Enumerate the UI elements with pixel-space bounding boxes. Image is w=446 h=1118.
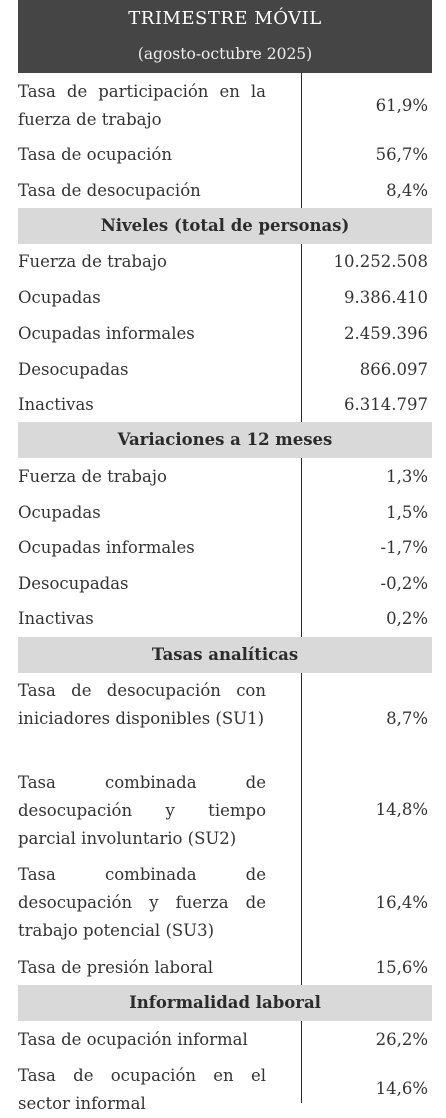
row-label: Tasa de ocupación informal — [18, 1030, 248, 1049]
row-value: 14,6% — [375, 1079, 428, 1098]
table-header — [18, 0, 432, 73]
row-value: 16,4% — [375, 893, 428, 912]
row-label: Tasa de desocupación — [18, 181, 201, 200]
section-header-informality: Informalidad laboral — [18, 985, 432, 1021]
row-value: 61,9% — [375, 96, 428, 115]
row-label: Tasa combinada de desocupación y fuerza de trabajo potencial (SU3) — [18, 865, 266, 940]
header-title: TRIMESTRE MÓVIL — [128, 8, 322, 29]
column-divider — [301, 1021, 302, 1103]
row-value: 14,8% — [375, 800, 428, 819]
row-label: Ocupadas informales — [18, 538, 195, 557]
row-label: Desocupadas — [18, 360, 129, 379]
row-label: Inactivas — [18, 395, 94, 414]
row-label: Ocupadas informales — [18, 324, 195, 343]
column-divider — [301, 673, 302, 985]
row-value: 0,2% — [386, 609, 428, 628]
section-header-levels: Niveles (total de personas) — [18, 208, 432, 244]
row-value: 56,7% — [375, 145, 428, 164]
row-value: 26,2% — [375, 1030, 428, 1049]
row-label: Tasa de participación en la fuerza de trabajo — [18, 82, 266, 129]
row-label: Ocupadas — [18, 288, 101, 307]
row-value: 1,3% — [386, 467, 428, 486]
row-value: 15,6% — [375, 958, 428, 977]
row-value: 1,5% — [386, 503, 428, 522]
row-value: -1,7% — [380, 538, 428, 557]
row-value: -0,2% — [380, 574, 428, 593]
column-divider — [301, 244, 302, 422]
row-value: 8,4% — [386, 181, 428, 200]
row-value: 8,7% — [386, 709, 428, 728]
row-label: Tasa de presión laboral — [18, 958, 214, 977]
row-label: Tasa de ocupación — [18, 145, 172, 164]
row-label: Ocupadas — [18, 503, 101, 522]
row-label: Fuerza de trabajo — [18, 252, 167, 271]
row-label: Fuerza de trabajo — [18, 467, 167, 486]
column-divider — [301, 458, 302, 637]
section-header-variations: Variaciones a 12 meses — [18, 422, 432, 458]
column-divider — [301, 73, 302, 208]
row-label: Inactivas — [18, 609, 94, 628]
row-value: 2.459.396 — [344, 324, 428, 343]
row-value: 866.097 — [359, 360, 428, 379]
row-value: 9.386.410 — [344, 288, 428, 307]
section-header-analytical: Tasas analíticas — [18, 637, 432, 673]
row-value: 10.252.508 — [333, 252, 428, 271]
row-label: Tasa combinada de desocupación y tiempo parcial involuntario (SU2) — [18, 773, 266, 848]
row-value: 6.314.797 — [344, 395, 428, 414]
row-label: Tasa de ocupación en el sector informal — [18, 1066, 266, 1113]
row-label: Desocupadas — [18, 574, 129, 593]
header-period: (agosto-octubre 2025) — [137, 45, 313, 63]
row-label: Tasa de desocupación con iniciadores disponibles (SU1) — [18, 681, 266, 728]
